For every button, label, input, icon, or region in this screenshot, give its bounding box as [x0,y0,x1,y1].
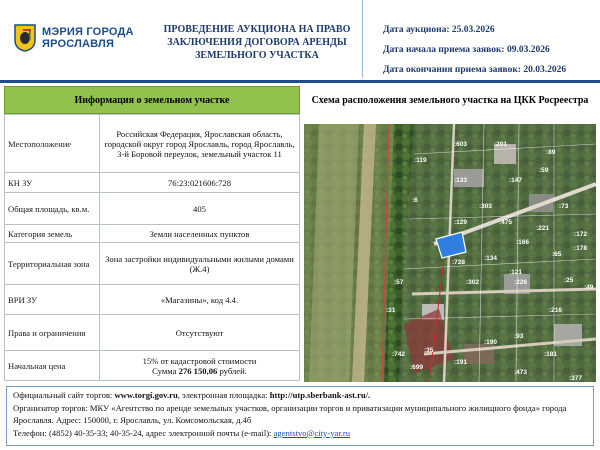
sberbank-ast-link[interactable]: http://utp.sberbank-ast.ru/. [269,390,371,400]
plot-number-label: :59 [539,167,549,174]
start-price-sum [103,366,296,376]
plot-number-label: :302 [466,279,480,286]
start-price-percent: 15% от кадастровой стоимости [142,355,257,366]
start-price-value [100,351,300,381]
zone-key: Территориальная зона [5,243,100,285]
applications-start-date: Дата начала приема заявок: 09.03.2026 [383,45,550,55]
table-row [5,115,300,173]
sum-amount: 276 150,06 [178,365,218,376]
plot-number-label: :178 [574,245,588,252]
organizer-text: Организатор торгов: МКУ «Агентство по аренде земельных участков, организации торгов и приватизации муниципального жилищного фонда» города Ярославля. Адрес: 150000, г. Ярославль, ул. Комсомольская, д.4б [13,402,567,425]
phone-line [13,427,587,440]
email-link[interactable]: agentstvo@city-yar.ru [273,427,351,438]
table-row [5,315,300,351]
applications-end-date: Дата окончания приема заявок: 20.03.2026 [383,65,567,75]
plot-number-label: :119 [414,157,427,164]
plot-number-label: :221 [536,225,550,232]
plot-number-label: :49 [584,284,594,291]
table-row [5,243,300,285]
area-key: Общая площадь, кв.м. [5,193,100,225]
plot-number-label: :57 [394,279,404,286]
sum-suffix: рублей. [217,365,247,376]
info-heading: Информация о земельном участке [4,86,300,114]
plot-number-label: :65 [552,251,562,258]
platform-label: , электронная площадка: [177,390,270,400]
torgi-link[interactable]: www.torgi.gov.ru [114,390,178,400]
plot-number-label: :303 [479,203,493,210]
plot-number-label: :475 [499,219,513,226]
zone-value: Зона застройки индивидуальными жилыми домами (Ж.4) [100,243,300,285]
footer-links-line [13,389,587,402]
plot-number-label: :35 [424,347,434,354]
plot-number-label: :172 [574,231,588,238]
plot-number-label: :129 [454,219,468,226]
plot-number-label: :73 [559,203,569,210]
sum-prefix: Сумма [152,365,179,376]
land-category-value: Земли населенных пунктов [100,225,300,243]
location-key: Местоположение [5,115,100,173]
plot-number-label: :31 [386,307,396,314]
map-title: Схема расположения земельного участка на ЦКК Росреестра [311,95,589,106]
plot-info-table [4,114,300,381]
plot-number-label: :147 [509,177,523,184]
page-title: ПРОВЕДЕНИЕ АУКЦИОНА НА ПРАВО ЗАКЛЮЧЕНИЯ ДОГОВОРА АРЕНДЫ ЗЕМЕЛЬНОГО УЧАСТКА [163,24,351,61]
table-row [5,285,300,315]
restrictions-value: Отсутствуют [100,315,300,351]
logo-line2: ЯРОСЛАВЛЯ [42,38,115,50]
land-category-key: Категория земель [5,225,100,243]
header-bottom-line [0,80,600,83]
plot-number-label: :134 [484,255,498,262]
plot-number-label: :226 [514,279,528,286]
plot-number-label: :742 [392,351,406,358]
plot-number-label: :93 [514,333,524,340]
cadastral-number-value: 76:23:021606:728 [100,173,300,193]
permitted-use-value: «Магазины», код 4.4. [100,285,300,315]
site-label: Официальный сайт торгов: [13,390,115,400]
cadastral-number-key: КН ЗУ [5,173,100,193]
area-value: 405 [100,193,300,225]
table-row [5,351,300,381]
logo-line1: МЭРИЯ ГОРОДА [42,26,134,38]
plot-number-label: :190 [484,339,498,346]
plot-number-label: :603 [454,141,468,148]
plot-number-label: :133 [454,177,468,184]
map-panel [304,86,596,382]
plot-info-panel [4,86,300,382]
plot-number-label: :166 [516,239,530,246]
contacts-footer [6,386,594,446]
plot-number-label: :699 [410,364,424,371]
plot-number-label: :121 [509,269,523,276]
map-svg [304,124,596,382]
phone-text: Телефон: (4852) 40-35-33; 40-35-24, адрес электронной почты (e-mail): [13,427,274,438]
permitted-use-key: ВРИ ЗУ [5,285,100,315]
table-row [5,193,300,225]
plot-number-label: :473 [514,369,528,376]
plot-number-label: :6 [412,197,418,204]
logo-text [42,26,134,50]
plot-number-label: :25 [564,277,574,284]
coat-of-arms-icon [14,24,36,57]
dates-block [383,20,566,80]
plot-number-label: :89 [546,149,556,156]
location-value: Российская Федерация, Ярославская область, городской округ город Ярославль, город Ярославль, 3-й Боровой переулок, земельный участок 11 [100,115,300,173]
header [0,0,600,82]
satellite-map [304,124,596,382]
plot-number-label: :191 [454,359,468,366]
start-price-key: Начальная цена [5,351,100,381]
auction-date: Дата аукциона: 25.03.2026 [383,25,495,35]
table-row [5,173,300,193]
plot-number-label: :216 [549,307,563,314]
plot-number-label: :201 [494,141,508,148]
header-divider [362,0,363,78]
plot-number-label: :181 [544,351,558,358]
table-row [5,225,300,243]
restrictions-key: Права и ограничения [5,315,100,351]
plot-number-label: :377 [569,375,583,382]
plot-number-label: :728 [452,259,466,266]
